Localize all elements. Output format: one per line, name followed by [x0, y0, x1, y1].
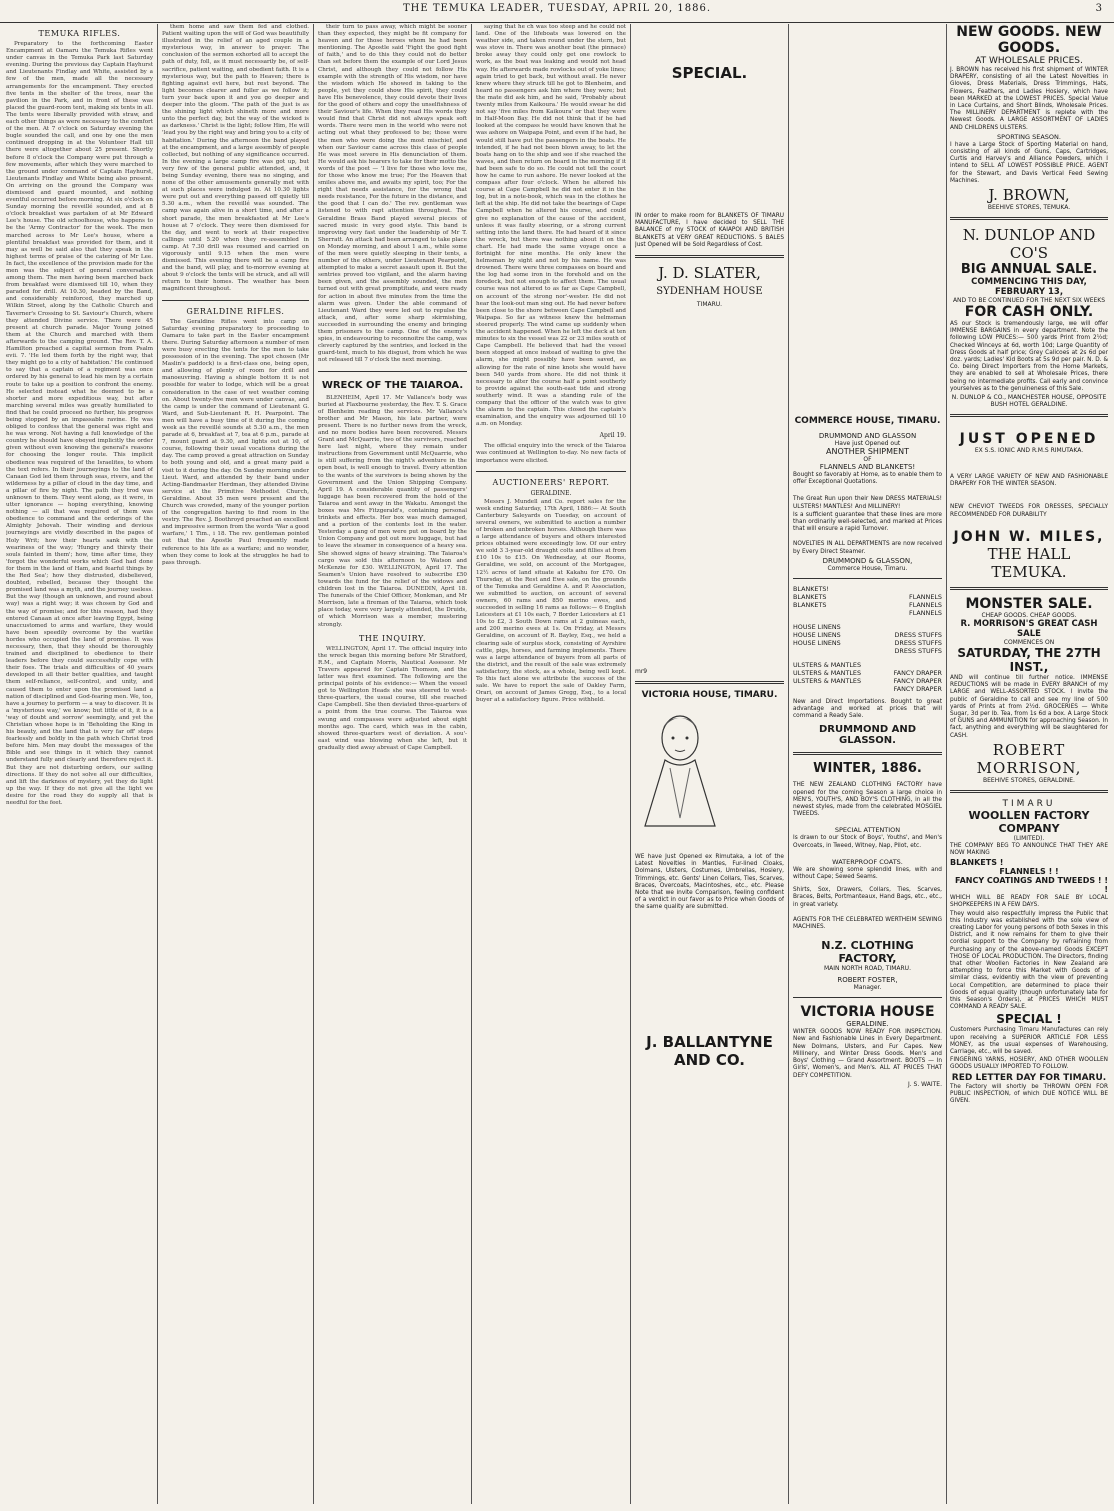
ad-cash-only: FOR CASH ONLY.	[964, 304, 1094, 321]
divider	[950, 790, 1108, 793]
ad-cheap: CHEAP GOODS. CHEAP GOODS.	[981, 611, 1077, 619]
article-wreck	[318, 395, 467, 629]
ad-address: Commerce House, Timaru.	[827, 564, 908, 572]
column-rule	[471, 24, 472, 1504]
ad-run: The Great Run upon their New DRESS MATERIALS! ULSTERS! MANTLES! And MILLINERY!	[793, 496, 942, 510]
list-item: HOUSE LINENS	[793, 622, 841, 631]
ad-announce: THE COMPANY BEG TO ANNOUNCE THAT THEY ARE NOW MAKING	[950, 842, 1108, 856]
ad-ballantyne-co: AND CO.	[674, 1050, 745, 1069]
article-inquiry-note	[476, 443, 626, 464]
ad-waterproof: WATERPROOF COATS.	[832, 857, 903, 866]
column-rule	[157, 24, 158, 1504]
ad-agents: AGENTS FOR THE CELEBRATED WERTHEIM SEWING MACHINES.	[793, 916, 942, 931]
list-item: HOUSE LINENS	[793, 630, 841, 639]
ad-ex-ships: EX S.S. IONIC AND R.M.S RIMUTAKA.	[974, 447, 1084, 455]
ad-code: mr9	[635, 668, 648, 676]
article-text: saying that he ch was too steep and he could not land. One of the lifeboats was lowered on the weather side, and taken round under the stern, but was stove in. There was another boat (the pinnace) broke away they could only get one rowlock to work, as the boat was leaking and would not head way. He afterwards made rowlocks out of yoke lines; again tried to get back, but without avail. He never knew where they struck till he got to Blenheim, and heard no passengers ask him where they were; but the mate did ask him, and he said, 'Probably about twenty miles from Kaikoura.' He would swear he did not say 'five miles from Kaikoura' or that they were in Half-Moon Bay. He did not think that if he had looked at the compass he would have known that he was ashore on Waipapa Point, and even if he had, he would still have put the passengers in the boats. He intended, if he had not been blown away, to let the boats hang on to the ship and see if she reached the waves, and then return on board in the morning if it had been safe to do so. He could not tell the court how he came to run ashore. He never looked at the compass after four o'clock. When he altered his course at Cape Campbell he did not enter it in the log, but in a note-book, which was in the clothes he left at the ship. He did not take the bearings of Cape Campbell when he altered his course, and could give no explanation of the cause of the accident, unless it was faulty steering, or a strong current setting into the land there. He had heard of it since the wreck, but there was nothing about it on the chart. He had made the same voyage once a fortnight for nine months. He only knew the helmsman by sight and not by his name. He was drowned. There were three compasses on board and the log had some iron in the forehold and on the foredeck, but not enough to affect them. The usual course was not altered to as far as Cape Campbell, on account of the strong nor'-wester. He did not hear the look-out man sing out. He had never before been close to the shore between Cape Campbell and Waipapa. So far as witness knew the helmsman steered properly. The wind came up suddenly when the accident happened. When he left the deck at ten minutes to six the vessel was 22 or 23 miles south of Cape Campbell. He believed that had the vessel been stopped at once instead of waiting to give the alarm, she might possibly have been saved, as allowing for the rate of nine knots she would have been 540 yards from shore. He did not think it necessary to alter the course half a point southerly to provide against the south-east tide and strong southerly wind. It was a standing rule of the company that the officer of the watch was to give the alarm to the captain. This closed the captain's examination, and the enquiry was adjourned till 10 a.m. on Monday.	[476, 24, 626, 428]
ad-commencing: COMMENCING THIS DAY, FEBRUARY 13,	[971, 277, 1087, 298]
list-item: ULSTERS & MANTLES	[793, 668, 862, 677]
ad-woollen-text: They would also respectfully impress the Public that this Industry was established with the sole view of creating Labor for young persons of both Sexes in this District, and it now remains for them to give their cordial support to the Company by refraining from Purchasing any of the above-named Goods EXCEPT THOSE OF LOCAL PRODUCTION. The Directors, finding that other Woollen Factories in New Zealand are attempting to force this Market with Goods of a similar class, evidently with the view of preventing Local Competition, are determined to place their Goods of equal quality (though unfortunately late for this Season's Orders), at PRICES WHICH MUST COMMAND A READY SALE.	[950, 910, 1108, 1011]
article-inquiry-continued	[476, 24, 626, 428]
ad-cheviot: NEW CHEVIOT TWEEDS FOR DRESSES, SPECIALLY RECOMMENDED FOR DURABILITY	[950, 504, 1108, 518]
column-5	[635, 24, 784, 1504]
ad-beehive: BEEHIVE STORES, TEMUKA.	[987, 204, 1071, 212]
ad-sporting: SPORTING SEASON.	[997, 132, 1061, 141]
dateline: April 19.	[599, 432, 626, 440]
ad-victoria-geraldine: GERALDINE.	[846, 1020, 889, 1029]
ad-victoria-geraldine-text: WINTER GOODS NOW READY FOR INSPECTION. New and Fashionable Lines in Every Department. New Dolmans, Ulsters, and Fur Capes. New Millinery, and Winter Dress Goods. Men's and Boys' Clothing — Grand Assortment. BOOTS — In Girls', Women's, and Men's. ALL AT PRICES THAT DEFY COMPETITION.	[793, 1029, 942, 1079]
article-heading-geraldine-rifles: GERALDINE RIFLES.	[186, 306, 285, 316]
divider	[476, 471, 626, 472]
column-1	[6, 24, 153, 1504]
list-item: BLANKETS!	[793, 584, 829, 593]
ad-ready: WHICH WILL BE READY FOR SALE BY LOCAL SHOPKEEPERS IN A FEW DAYS.	[950, 895, 1108, 909]
article-text: The official enquiry into the wreck of the Taiaroa was continued at Wellington to-day. No new facts of importance were elicited.	[476, 443, 626, 464]
ad-special-attention-text: Is drawn to our Stock of Boys', Youths', and Men's Overcoats, in Tweed, Witney, Nap, Pilot, etc.	[793, 835, 942, 849]
column-7	[950, 24, 1108, 1504]
list-item: FANCY DRAPER	[893, 668, 942, 677]
ad-special-attention: SPECIAL ATTENTION	[834, 826, 901, 835]
ad-dunlop-address: N. DUNLOP & CO., MANCHESTER HOUSE, OPPOSITE BUSH HOTEL GERALDINE.	[951, 394, 1107, 409]
list-item: FANCY DRAPER	[893, 684, 942, 693]
ad-saturday: SATURDAY, THE 27TH INST.,	[957, 645, 1101, 674]
divider	[793, 997, 942, 998]
ad-monster-sale: MONSTER SALE.	[965, 595, 1093, 612]
ad-opened: Have just Opened out	[834, 440, 901, 447]
ad-commences: COMMENCES ON	[1003, 638, 1055, 646]
list-item: FLANNELS	[909, 600, 942, 609]
ad-red-letter: RED LETTER DAY FOR TIMARU.	[951, 1072, 1107, 1083]
column-rule	[946, 24, 947, 1504]
ad-blankets: BLANKETS !	[950, 858, 1004, 868]
ad-robert-morrison: ROBERT MORRISON,	[976, 740, 1082, 777]
ad-guarantee: Is a sufficient guarantee that these lines are more than ordinarily well-selected, and marked at Prices that will ensure a rapid Turnover.	[793, 511, 942, 533]
list-item: DRESS STUFFS	[894, 630, 942, 639]
list-item: ULSTERS & MANTLES	[793, 660, 862, 669]
ad-special-2-text: Customers Purchasing Timaru Manufactures can rely upon receiving a SUPERIOR ARTICLE FOR LESS MONEY, as the usual expenses of Warehousing, Carriage, etc., will be saved.	[950, 1027, 1108, 1055]
column-rule	[630, 24, 631, 1504]
divider	[950, 414, 1108, 417]
ad-shirts: Shirts, Sox, Drawers, Collars, Ties, Scarves, Braces, Belts, Portmanteaux, Hand Bags, etc., etc., in great variety.	[793, 887, 942, 908]
article-text: Preparatory to the forthcoming Easter Encampment at Oamaru the Temuka Rifles went under canvas in the Temuka Park last Saturday evening. During the previous day Captain Hayhurst and Lieutenants Findlay and White, assisted by a few of the men, made all the necessary arrangements for the encampment. They erected five tents in the shelter of the trees, near the pavilion in the Park, and in front of these was placed the guard-room tent, making six tents in all. The tents were liberally provided with straw, and each other things as were necessary to the comfort of the men. At 7 o'clock on Saturday evening the bugle sounded the call, and one by one the men continued dropping in at the Volunteer Hall till there were altogether about 25 present. Shortly before 8 o'clock the Company were put through a few movements, after which they were marched to the ground under command of Captain Hayhurst, Lieutenants Findlay and White being also present. On arriving on the ground the Company was dismissed and guard mounted, and nothing eventful occurred before morning. At six o'clock on Sunday morning the reveillé sounded, and at 8 o'clock breakfast was partaken of at Mr Edward Lee's house. The old schoolhouse, who happens to be the 'Army Contractor' for the week. The men marched across to Mr Lee's house, where a plentiful breakfast was provided for them, and it may as well be said also that they speak in the highest terms of praise of the catering of Mr Lee. In fact, the excellence of the provision made for the men was the subject of general conversation among them. The men having been marched back from breakfast were dismissed till 10, when they paraded for drill. At 10.30, headed by the Band, and considerably reinforced, they marched up Wilkin Street, along by the Catholic Church and Taverner's Crossing to St. Saviour's Church, where they attended Divine service. There were 45 present at church parade. Major Young joined them at the Church and marched with them afterwards to the camping ground. The Rev. T. A. Hamilton preached a capital sermon from Psalm evii. 7. 'He led them forth by the right way, that they might go to a city of habitation.' He continued to say that a captain of a regiment was once ordered by his general to lead his men by a certain route to take up a position to confront the enemy. He selected instead what he deemed to be a shorter and more expeditious way, but after marching several miles was greatly humiliated to find that he could proceed no further, his progress being stopped by an impassable ravine. He was obliged to confess that the general was right and he was wrong. Not having a full knowledge of the country he should have obeyed implicitly the order given without even knowing the general's reasons for choosing the longer route. This implicit obedience was required of the Israelites, to whom the text refers. In their journeyings to the land of Canaan God led them through seas, rivers, and the wilderness by a pillar of cloud in the day time, and a pillar of fire by night. The path they trod was unknown to them. They went along, as it were, in utter ignorance — hoping everything, knowing nothing — all that was required of them was obedience to command and the orderings of the Almighty Jehovah. Their winding and devious journeyings are vividly described in the pages of Holy Writ; how their hearts sank with the weariness of the way; 'Hungry and thirsty their souls fainted in them'; how, time after time, they 'forgot the wonderful works which God had done for them in the land of Ham, and fearful things by the Red Sea'; how they distrusted, disbelieved, doubted, rebelled, because they thought the promised land was a myth, and the journey useless. But the way (though an unknown, and round about way) was a right way; it was chosen by God and the way of promise; and for this reason, had they entered Canaan at once after leaving Egypt, being unaccustomed to arms and warfare, they would have been speedily overcome by the warlike hordes who occupied the land of promise. It was necessary, then, that they should be thoroughly trained and disciplined to obedience to their leaders before they could successfully cope with their foes. The trials and difficulties of 40 years developed in all their better qualities, and taught them self-reliance, self-control, and unity, and caused them to enter upon the promised land a nation of disciplined and God-fearing men. We, too, have a journey to perform — a way to discover. It is a 'mysterious way,' we know; but little of it, it is a 'way of doubt and sorrow' seemingly, and yet the Christian whose hope is in 'Beholding the King in his beauty, and the land that is very far off' steps fearlessly and boldly in the path which Christ trod before him. Men may doubt the messages of the Bible and see things in it which they cannot understand fully and clearly and therefore reject it. But they are not disturbing orders, our sailing directions. If they do not solve all our difficulties, and lift the darkness of mystery, yet they do light up the way. If they do not give all the light we desire for the road they do supply all that is needful for the feet.	[6, 41, 153, 807]
ad-lines-left	[793, 585, 861, 693]
ad-timaru-heading: TIMARU	[1002, 798, 1056, 809]
article-text: BLENHEIM, April 17. Mr Vallance's body was buried at Flaxbourne yesterday, the Rev. T. S. Grace of Blenheim reading the services. Mr Vallance's brother and Mr Mason, his late partner, were present. There is no further news from the wreck, and no more bodies have been recovered. Messrs Grant and McQuarrie, two of the survivors, reached here last night, where they remain under instructions from Government until McQuarrie, who is still suffering from the night's adventure in the open boat, is well enough to travel. Every attention to the wants of the survivors is being shown by the Government and the Union Shipping Company. April 19. A considerable quantity of passengers' luggage has been recovered from the hold of the Taiaroa and sent away in the Wakatu. Amongst the boxes was Mrs Fitzgerald's, containing personal trinkets and effects. Her box was much damaged, and a portion of the contents lost in the water. Yesterday a gang of men were put on board by the Union Company and got out more luggage, but had to leave the steamer in consequence of a heavy sea. She showed signs of heavy straining. The Taiaroa's cargo was sold this afternoon to Watson and McKenzie for £30. WELLINGTON, April 17. The Seamen's Union have resolved to subscribe £50 towards the fund for the relief of the widows and children lost in the Taiaroa. DUNEDIN, April 18. The funerals of the Chief Officer, Monkman, and Mr Morrison, late a fireman of the Taiaroa, which took place today, were very largely attended, the Druids, of which Morrison was a member, mustering strongly.	[318, 394, 467, 628]
divider	[635, 255, 784, 258]
list-item: FLANNELS	[909, 608, 942, 617]
ad-fancy: FANCY COATINGS AND TWEEDS ! ! !	[955, 876, 1108, 895]
article-text: The Geraldine Rifles went into camp on Saturday evening preparatory to proceeding to Oamaru to take part in the Easter encampment there. During Saturday afternoon a number of men were busy erecting the tents for the men to take possession of in the evening. The spot chosen (Mr Maslin's paddock) is a first-class one, being open, and allowing of plenty of room for drill and manoeuvring. Having a shingle bottom it is not possible for water to lodge, which will be a great consideration in the case of wet weather coming on. About twenty-five men were under canvas, and the camp is under the command of Lieutenant G. Ward, and Sub-Lieutenant R. H. Pearpoint. The men will have a busy time of it during the coming week as the reveillé sounds at 5.30 a.m., the men parade at 6, breakfast at 7, tea at 6 p.m., parade at 7, mount guard at 9.30, and lights out at 10, of course, following their usual vocations during the day. The camp proved a great attraction on Sunday to both young and old, and a great many paid a visit to it during the day. On Sunday morning under Lieut. Ward, and attended by their band under Acting-Bandmaster Herdman, they attended Divine service at the Primitive Methodist Church, Geraldine. About 35 men were present and the Church was crowded, many of the younger portion of the congregation having to find room in the vestry. The Rev. J. Boothroyd preached an excellent and impressive sermon from the words 'War a good warfare,' 1 Tim., i 18. The rev. gentleman pointed out that the Apostle Paul frequently made reference to his life as a warfare; and no wonder, when they come to look at the struggles he had to pass through.	[162, 318, 309, 566]
column-2	[162, 24, 309, 1504]
ad-woollen-factory: WOOLLEN FACTORY COMPANY	[968, 808, 1090, 835]
ad-winter-heading: WINTER, 1886.	[813, 761, 922, 777]
ad-hall: THE HALL TEMUKA.	[987, 544, 1071, 581]
ad-flannels: FLANNELS ! !	[999, 867, 1059, 877]
ad-blankets-text: IN order to make room for BLANKETS OF TIMARU MANUFACTURE, I have decided to SELL THE BALANCE of my STOCK of KAIAPOI AND BRITISH BLANKETS at VERY GREAT REDUCTIONS. 5 BALES Just Opened will be Sold Regardless of Cost.	[635, 213, 784, 248]
ad-nz-address: MAIN NORTH ROAD, TIMARU.	[824, 965, 911, 973]
article-continued	[318, 24, 467, 365]
ad-limited: (LIMITED).	[1013, 834, 1045, 842]
ad-victoria-house: VICTORIA HOUSE	[800, 1004, 935, 1021]
ad-commerce-house: COMMERCE HOUSE, TIMARU.	[794, 416, 941, 426]
ad-foster: ROBERT FOSTER,	[837, 976, 898, 985]
article-continued	[162, 24, 309, 294]
column-4	[476, 24, 626, 1504]
column-6	[793, 24, 942, 1504]
page-number: 3	[1095, 3, 1102, 14]
article-heading-temuka-rifles: TEMUKA RIFLES.	[38, 29, 121, 38]
list-item: FLANNELS	[909, 592, 942, 601]
list-item: FANCY DRAPER	[893, 676, 942, 685]
ad-brown-text: J. BROWN has received his first shipment of WINTER DRAPERY, consisting of all the Latest Novelties in Gloves, Dress Materials, Dress Trimmings, Hats, Flowers, Feathers, and Ladies Hosiery, which have been MARKED at the LOWEST PRICES. Special Value in Lace Curtains, and Short Blinds, Wholesale Prices. The MILLINERY DEPARTMENT is replete with the Newest Goods. A LARGE ASSORTMENT OF LADIES AND CHILDRENS ULSTERS.	[950, 67, 1108, 131]
ad-variety: A VERY LARGE VARIETY OF NEW AND FASHIONABLE DRAPERY FOR THE WINTER SEASON.	[950, 474, 1108, 488]
article-inquiry	[318, 646, 467, 752]
divider	[318, 371, 467, 372]
ad-special-heading: SPECIAL.	[671, 64, 748, 82]
ad-morrison-text: AND will continue till further notice. IMMENSE REDUCTIONS will be made in EVERY BRANCH of my LARGE and WELL-ASSORTED STOCK. I invite the public of Geraldine to call and see my line of 500 yards of Prints at from 2½d. GROCERIES — White Sugar, 3d per lb. Tea, from 1s 6d a box. A Large Stock of GUNS and AMMUNITION for approaching Season. In fact, anything and everything will be slaughtered for CASH.	[950, 674, 1108, 739]
ad-novelties: NOVELTIES IN ALL DEPARTMENTS are now received by Every Direct Steamer.	[793, 541, 942, 555]
divider	[162, 300, 309, 301]
ad-of: OF	[863, 456, 872, 463]
ad-beehive-geraldine: BEEHIVE STORES, GERALDINE.	[983, 776, 1075, 784]
article-heading-inquiry: THE INQUIRY.	[358, 633, 427, 643]
ad-nz-clothing-factory: N.Z. CLOTHING FACTORY,	[821, 939, 914, 966]
divider	[950, 217, 1108, 220]
ad-lines-right	[894, 585, 942, 693]
ad-brown-name: J. BROWN,	[988, 186, 1070, 205]
divider	[635, 681, 784, 684]
ad-special-2: SPECIAL !	[996, 1012, 1062, 1027]
ad-new-goods: NEW GOODS. NEW GOODS.	[956, 24, 1102, 56]
divider	[950, 587, 1108, 590]
divider	[793, 752, 942, 755]
ad-sydenham: SYDENHAM HOUSE	[656, 286, 763, 298]
ad-just-opened: JUST OPENED	[959, 431, 1099, 448]
article-text: their turn to pass away, which might be sooner than they expected, they might be fit company for heaven and for those heroes whom he had been mentioning. The Apostle said 'Fight the good fight of faith,' and to do this they could not do better than set before them the example of our Lord Jesus Christ, and although they could not follow His example with the strength of His wisdom, nor have the wisdom which He showed in taking to the people, yet they could show His spirit, they could have His benevolence, they could devote their lives for the good of others and copy the unselfishness of their Saviour's life. When they read His words they would find that Christ did not always speak soft words. There were men in the world who were not acting out what they professed to be; those were the men who were doing the most mischief, and when our Saviour came across this class of people He was most severe in His denunciation of them. He would ask his hearers to take for their motto the words of the poet — 'I live for those who love me, for those who know me true; For the Heaven that smiles above me, and awaits my spirit, too; For the right that needs assistance, for the wrong that needs resistance, For the future in the distance, and the good that I can do.' The rev. gentleman was listened to with rapt attention throughout. The Geraldine Brass Band played several pieces of sacred music in very good style. This band is improving very fast under the leadership of Mr T. Sherratt. An attack had been arranged to take place on Monday morning, and about 1 a.m., while some of the men were quietly sleeping in their tents, a number of the others, under Lieutenant Pearpoint, attempted to make a secret assault upon it. But the sentries proved too vigilant, and the alarm having been given, and the assembly sounded, the men turned out with great promptitude, and were ready for action in about five minutes from the time the alarm was given. Under the able command of Lieutenant Ward they were led out to repulse the attack, and, after some sharp skirmishing, succeeded in surrounding the enemy and bringing them prisoners to the camp. One of the enemy's spies, in endeavouring to reconnoitre the camp, was cleverly captured by the sentries, and locked in the guard-tent, much to his disgust, from which he was not released till 7 o'clock the next morning.	[318, 24, 467, 364]
newspaper-title: THE TEMUKA LEADER, TUESDAY, APRIL 20, 1886.	[402, 3, 712, 14]
ad-victoria-text: WE have Just Opened ex Rimutaka, a lot of the Latest Novelties in Mantles, Fur-lined Cloaks, Dolmans, Ulsters, Costumes, Umbrellas, Hosiery, Trimmings, etc. Gents' Linen Collars, Ties, Scarves, Braces, Overcoats, Macintoshes, etc., etc. Please Note that we invite Comparison, feeling confident of a verdict in our favor as to Price when Goods of the same quality are submitted.	[635, 854, 784, 911]
ad-wholesale: AT WHOLESALE PRICES.	[975, 56, 1083, 66]
list-item: BLANKETS	[793, 592, 827, 601]
ad-continued: AND TO BE CONTINUED FOR THE NEXT SIX WEEKS	[952, 297, 1106, 305]
column-rule	[313, 24, 314, 1504]
ad-manager: Manager.	[853, 984, 882, 992]
article-temuka-rifles	[6, 41, 153, 807]
list-item: BLANKETS	[793, 600, 827, 609]
ad-flannels: FLANNELS AND BLANKETS!	[819, 463, 916, 471]
ad-firm-name-3: DRUMMOND AND GLASSON.	[818, 724, 917, 747]
article-auctioneers	[476, 499, 626, 705]
ad-firm-name: DRUMMOND AND GLASSON	[818, 432, 917, 440]
article-text: Messrs J. Mundell and Co. report sales for the week ending Saturday, 17th April, 1886:— At South Canterbury Saleyards on Tuesday, on account of several owners, we submitted to auction a number of broken and unbroken horses. Although there was a large attendance of buyers and others interested prices obtained were exceedingly low. Of our entry we sold 3 3-year-old draught colts and fillies at from £10 10s to £15. On Wednesday, at our Rooms, Geraldine, we sold, on account of the Mortgagee, 12½ acres of land situate at Kakahu for £70. On Thursday, at the Rest and Ewe sale, on the grounds of the Temuka and Geraldine A. and P. Association, we submitted to auction, on account of several owners, 60 rams and 850 merino ewes, and succeeded in selling 16 rams as follows:— 6 English Leicesters at £1 10s each, 7 Border Leicesters at £1 10s to £2, 3 South Down rams at 2 guineas each, and 200 merino ewes at 1s. On Friday, at Messrs Geraldine, on account of R. Bayley, Esq., we held a clearing sale of surplus stock, consisting of Ayrshire cattle, pigs, horses, and farming implements. There was a large attendance of buyers from all parts of the district, and the result of the sale was extremely satisfactory, the stock, as a whole, being well kept. To this fact alone we attribute the success of the sale. We have to report the sale of Oakley Farm, Orari, on account of James Gregg, Esq., to a local buyer at a satisfactory figure. Price withheld.	[476, 498, 626, 704]
ad-annual-sale: BIG ANNUAL SALE.	[960, 262, 1098, 278]
article-text: WELLINGTON, April 17. The official inquiry into the wreck began this morning before Mr Stratford, R.M., and Captain Morris, Nautical Assessor. Mr Travers appeared for Captain Thomson, and the latter was first examined. The following are the principal points of his evidence:— When the vessel got to Wellington Heads she was steered to west-three-quarters, the usual course, till she reached Cape Campbell. She then deviated three-quarters of a point from the true course. The Taiaroa was swung and compasses were adjusted about eight months ago. The card, which was in the cabin, showed three-quarters west of deviation. A sou'-east wind was blowing when she left, but it gradually died away abreast of Cape Campbell.	[318, 645, 467, 751]
ad-shipment: ANOTHER SHIPMENT	[826, 447, 909, 456]
ad-victoria-heading: VICTORIA HOUSE, TIMARU.	[641, 690, 778, 701]
ad-dunlop-text: AS our Stock is tremendously large, we will offer IMMENSE BARGAINS in every department. Note the following LOW PRICES:— 500 yards Print from 2½d; Checked Winceys at 6d, worth 10d; Large Quantity of Dress Goods at half price; Grey Calicoes at 2s 6d per doz. yards; Ladies' Kid Boots at 5s 9d per pair. N. D. & Co. being Direct Importers from the Home Markets, they are enabled to sell at Wholesale Prices, there being no intermediate profits. Call early and convince yourselves as to the genuineness of this Sale.	[950, 321, 1108, 392]
list-item: DRESS STUFFS	[894, 638, 942, 647]
list-item: HOUSE LINENS	[793, 638, 841, 647]
ad-slater-name: J. D. SLATER,	[658, 264, 761, 283]
ad-dunlop: N. DUNLOP AND CO'S	[962, 226, 1096, 263]
ad-new-dress: New and Direct Importations. Bought to great advantage and worked at prices that will command a Ready Sale.	[793, 698, 942, 720]
divider	[793, 578, 942, 579]
ad-sporting-text: I have a Large Stock of Sporting Material on hand, consisting of all kinds of Guns, Caps, Cartridges, Curtis and Harvey's and Alliance Powders, which I intend to SELL AT LOWEST POSSIBLE PRICE. AGENT for the Stewart, and Davis Vertical Feed Sewing Machines.	[950, 141, 1108, 184]
subheading-geraldine: GERALDINE.	[530, 489, 572, 497]
masthead	[0, 0, 1114, 23]
ad-timaru: TIMARU.	[696, 301, 723, 309]
ad-firm-name-2: DRUMMOND & GLASSON,	[822, 556, 913, 565]
ad-morrison-sale: R. MORRISON'S GREAT CASH SALE	[960, 618, 1098, 639]
list-item: ULSTERS & MANTLES	[793, 676, 862, 685]
list-item: DRESS STUFFS	[894, 646, 942, 655]
article-heading-auctioneers: AUCTIONEERS' REPORT.	[492, 477, 610, 487]
ad-lines-list	[793, 585, 942, 693]
article-text: them home and saw them fed and clothed. Patient waiting upon the will of God was beautifully illustrated in the relief of an aged couple in a mysterious way, in answer to prayer. The conclusion of the sermon exhorted all to accept the path of duty, foll, as it must necessarily be, of self-sacrifice, patient waiting, and obedient faith. It is a mysterious way, but the path to Heaven; there is fighting against evil here, but rest beyond. The light becomes clearer and fuller as we follow it; turn your back upon it and you go deeper and deeper into the gloom. 'The path of the just is as the shining light which shineth more and more unto the perfect day, but the way of the wicked is as darkness.' Christ is the light; follow Him, He will 'lead you by the right way and bring you to a city of habitation.' During the afternoon the band played at the encampment, and a large assembly of people collected, but nothing of any significance occurred. In the evening a large camp fire was got up, but very few of the general public attended, and, it being Sunday evening, there was no singing, and none of the other amusements generally met with at such places were indulged in. At 10.30 lights were put out and everything passed off quietly till 5.30 a.m., when the reveillé was sounded. The camp was again alive in a short time, and after a short parade, the men breakfasted at Mr Lee's house at 7 o'clock. They were then dismissed for the day, and went to work at their respective callings until 5.20 when they re-assembled in camp. At 7.30 drill was resumed and carried on vigorously until 9.15 when the men were dismissed. This evening there will be a camp fire and the band, will play, and to-morrow evening at about 9 o'clock the tents will be struck, and all will return to their homes. The weather has been magnificent throughout.	[162, 24, 309, 293]
ad-ballantyne-name: J. BALLANTYNE	[646, 1032, 773, 1051]
article-geraldine-rifles	[162, 319, 309, 567]
ad-fingering: FINGERING YARNS, HOSIERY, AND OTHER WOOLLEN GOODS USUALLY IMPORTED TO FOLLOW.	[950, 1057, 1108, 1071]
column-rule	[788, 24, 789, 1504]
ad-waterproof-text: We are showing some splendid lines, with and without Cape; Sewed Seams.	[793, 866, 942, 881]
column-3	[318, 24, 467, 1504]
lady-bust-illustration	[635, 708, 725, 828]
ad-factory-notice: The Factory will shortly be THROWN OPEN FOR PUBLIC INSPECTION, of which DUE NOTICE WILL BE GIVEN.	[950, 1083, 1108, 1104]
ad-miles: JOHN W. MILES,	[953, 528, 1105, 545]
article-heading-wreck: WRECK OF THE TAIAROA.	[321, 379, 464, 391]
ad-bought: Bought so favorably at Home, as to enable them to offer Exceptional Quotations.	[793, 472, 942, 486]
ad-waite: J. S. WAITE.	[907, 1080, 942, 1088]
ad-nz-text: THE NEW ZEALAND CLOTHING FACTORY have opened for the coming Season a large choice in MEN'S, YOUTH'S, AND BOY'S CLOTHING, in all the newest styles, made from the celebrated MOSGIEL TWEEDS.	[793, 782, 942, 818]
